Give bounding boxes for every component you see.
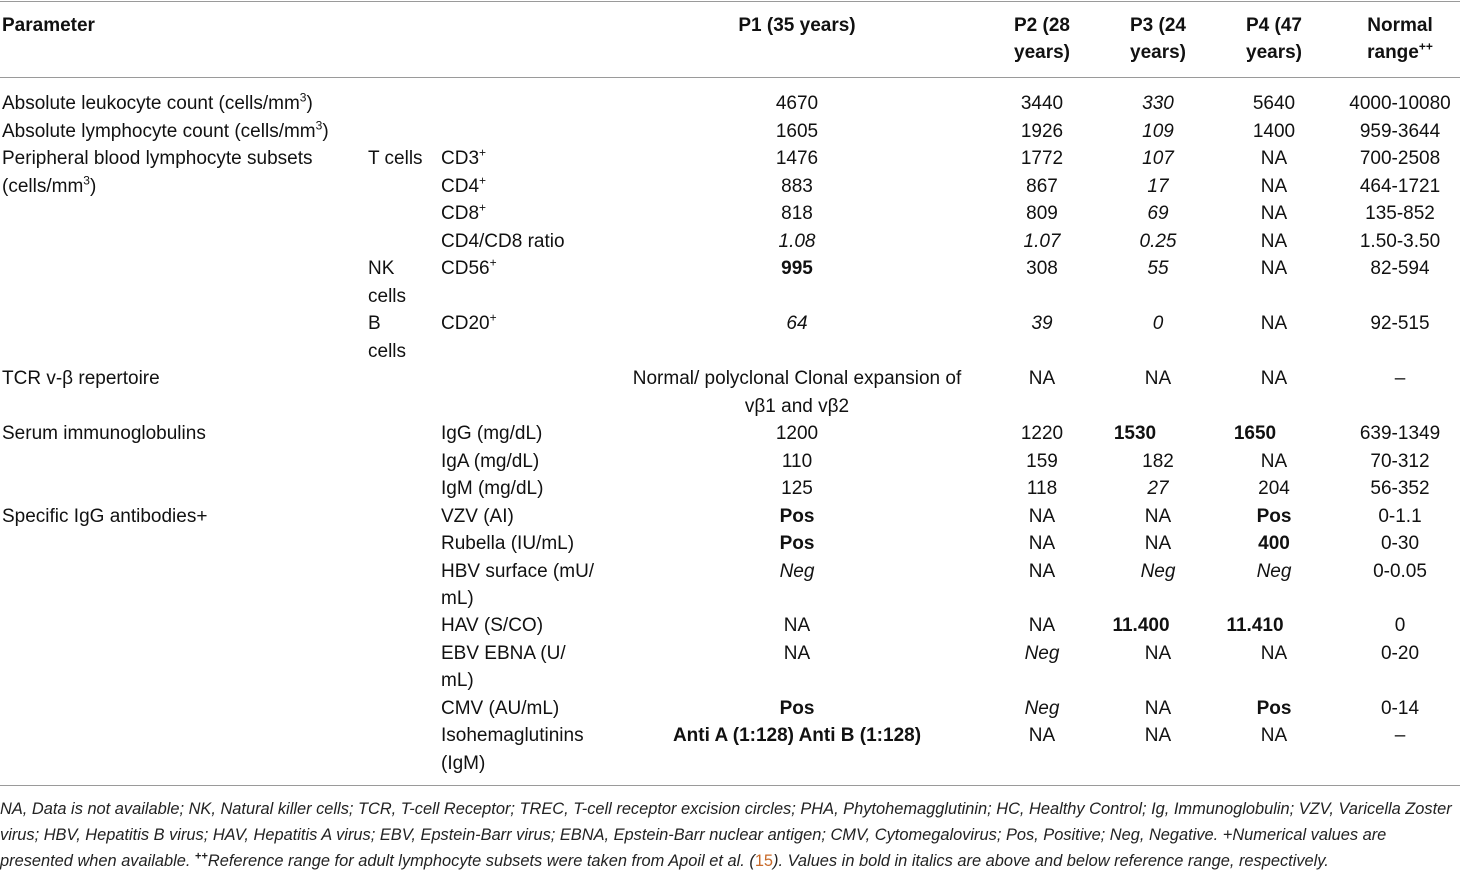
igg-p4: 1650 [1233, 423, 1277, 444]
bcells-group: B cells [368, 313, 407, 362]
hav-p1: NA [783, 615, 811, 636]
iga-p1: 110 [781, 450, 813, 472]
cd8-p4: NA [1260, 203, 1288, 224]
specific-igg-label: Specific IgG antibodies+ [2, 505, 208, 527]
cd3-marker: CD3+ [441, 145, 487, 169]
rubella-marker: Rubella (IU/mL) [441, 533, 575, 554]
igm-marker: IgM (mg/dL) [441, 478, 544, 499]
cd4-p3: 17 [1147, 175, 1169, 197]
vzv-p2: NA [1028, 505, 1056, 527]
cmv-p1: Pos [779, 697, 815, 719]
cd3-p1: 1476 [775, 148, 819, 169]
igm-p2: 118 [1026, 478, 1058, 499]
tcr-p3: NA [1144, 368, 1172, 389]
header-p2-line2: years) [1014, 42, 1070, 63]
footnote-reference-text: Reference range for adult lymphocyte subsets were taken from Apoil et al. ( [207, 852, 755, 870]
hav-p3: 11.400 [1112, 615, 1170, 636]
hav-p4: 11.410 [1226, 615, 1284, 636]
cd8-marker: CD8+ [441, 200, 487, 224]
cd8-p2: 809 [1026, 203, 1058, 224]
ebv-range: 0-20 [1380, 642, 1420, 664]
vzv-marker: VZV (AI) [441, 505, 514, 527]
immunoglobulins-label: Serum immunoglobulins [2, 423, 206, 444]
igg-p2: 1220 [1020, 423, 1064, 444]
cd20-p4: NA [1260, 313, 1288, 334]
cd4-p1: 883 [781, 175, 813, 197]
ratio-p3: 0.25 [1139, 230, 1177, 252]
header-p4 [1229, 12, 1319, 66]
ebv-marker: EBV EBNA (U/ mL) [441, 642, 566, 691]
hbv-range: 0-0.05 [1373, 560, 1427, 582]
igm-p3: 27 [1147, 478, 1169, 499]
cmv-p3: NA [1144, 697, 1172, 719]
lymphocyte-p2: 1926 [1020, 120, 1064, 142]
cd4-p2: 867 [1026, 175, 1058, 197]
leukocyte-label: Absolute leukocyte count $(cells/mm^3)$ [2, 90, 313, 114]
vzv-p1: Pos [779, 505, 815, 527]
rubella-p4: 400 [1258, 533, 1290, 554]
cd56-range: 82-594 [1370, 258, 1430, 279]
lymphocyte-p1: 1605 [775, 120, 819, 142]
igm-p4: 204 [1258, 478, 1290, 499]
cd56-p4: NA [1260, 258, 1288, 279]
cd20-p3: 0 [1152, 313, 1164, 334]
hbv-p4: Neg [1256, 560, 1292, 582]
cd20-marker: CD20+ [441, 310, 497, 334]
cd56-p1: 995 [781, 258, 813, 279]
iga-p3: 182 [1142, 450, 1174, 472]
cmv-p4: Pos [1256, 697, 1292, 719]
isohemaglutinins-p3: NA [1144, 725, 1172, 746]
rubella-p1: Pos [779, 533, 815, 554]
header-p3 [1113, 12, 1203, 66]
leukocyte-range: 4000-10080 [1349, 93, 1451, 114]
cd3-p2: 1772 [1020, 148, 1064, 169]
cd56-p3: 55 [1147, 258, 1169, 279]
vzv-p3: NA [1144, 505, 1172, 527]
rubella-p3: NA [1144, 533, 1172, 554]
vzv-range: 0-1.1 [1378, 505, 1422, 527]
ratio-range: 1.50-3.50 [1359, 230, 1441, 252]
lymphocyte-label: Absolute lymphocyte count $(cells/mm^3)$ [2, 118, 329, 142]
ebv-p1: NA [783, 642, 811, 664]
lymphocyte-p4: 1400 [1252, 120, 1296, 142]
isohemaglutinins-range: – [1394, 725, 1406, 746]
tcr-p4: NA [1260, 368, 1288, 389]
header-p1: P1 (35 years) [738, 15, 856, 36]
cd20-p2: 39 [1031, 313, 1053, 334]
cmv-p2: Neg [1024, 697, 1060, 719]
iga-marker: IgA (mg/dL) [441, 450, 540, 472]
header-bottom-rule [0, 77, 1460, 78]
header-normal-line1: Normal [1367, 15, 1433, 36]
iga-p2: 159 [1026, 450, 1058, 472]
header-normal-range [1340, 12, 1460, 66]
nk-group: NK cells [368, 258, 407, 307]
tcr-p1: Normal/ polyclonal Clonal expansion of vβ1 and vβ2 [632, 368, 962, 417]
header-p2-line1: P2 (28 [1014, 15, 1070, 36]
header-p3-line1: P3 (24 [1130, 15, 1186, 36]
header-normal-line2: range [1367, 42, 1419, 63]
tcr-label: TCR v-β repertoire [2, 368, 160, 389]
table-bottom-rule [0, 785, 1460, 786]
ebv-p4: NA [1260, 642, 1288, 664]
cd3-range: 700-2508 [1359, 148, 1441, 169]
header-p2 [997, 12, 1087, 66]
header-normal-sup: ++ [1418, 39, 1433, 54]
footnote-end: ). Values in bold in italics are above and below reference range, respectively. [773, 852, 1329, 870]
hav-marker: HAV (S/CO) [441, 615, 544, 636]
hbv-p2: NA [1028, 560, 1056, 582]
ratio-marker: CD4/CD8 ratio [441, 230, 565, 252]
igg-marker: IgG (mg/dL) [441, 423, 543, 444]
table-top-rule [0, 1, 1460, 2]
footnote-abbreviations: NA, Data is not available; NK, Natural killer cells; TCR, T-cell Receptor; TREC, T-cell receptor excision circles; PHA, Phytohemagglutinin; HC, Healthy Control; Ig, Immunoglobulin; VZV, Varicella Zoster virus; HBV, Hepatitis B virus; HAV, Hepatitis A virus; EBV, Epstein-Barr virus; EBNA, Epstein-Barr nuclear antigen; CMV, Cytomegalovirus; Pos, Positive; Neg, Negative. +Numerical values are presented when available. [0, 800, 1452, 870]
hav-range: 0 [1394, 615, 1406, 636]
header-p3-line2: years) [1130, 42, 1186, 63]
footnote-citation-link[interactable]: 15 [754, 852, 774, 870]
leukocyte-p2: 3440 [1020, 93, 1064, 114]
iga-range: 70-312 [1370, 450, 1430, 472]
cd4-range: 464-1721 [1359, 175, 1441, 197]
lymphocyte-range: 959-3644 [1359, 120, 1441, 142]
footnote-sup: ++ [195, 850, 208, 863]
header-p4-line2: years) [1246, 42, 1302, 63]
isohemaglutinins-marker: Isohemaglutinins (IgM) [441, 725, 584, 774]
isohemaglutinins-p2: NA [1028, 725, 1056, 746]
hbv-p1: Neg [779, 560, 815, 582]
igm-p1: 125 [781, 478, 813, 499]
cd4-marker: CD4+ [441, 173, 487, 197]
cd20-range: 92-515 [1370, 313, 1430, 334]
cd8-p3: 69 [1147, 203, 1169, 224]
rubella-p2: NA [1028, 533, 1056, 554]
ebv-p2: Neg [1024, 642, 1060, 664]
cd3-p4: NA [1260, 148, 1288, 169]
tcr-p2: NA [1028, 368, 1056, 389]
leukocyte-p4: 5640 [1252, 93, 1296, 114]
cd56-marker: CD56+ [441, 255, 497, 279]
ratio-p2: 1.07 [1023, 230, 1061, 252]
cd4-p4: NA [1260, 175, 1288, 197]
hav-p2: NA [1028, 615, 1056, 636]
hbv-marker: HBV surface (mU/ mL) [441, 560, 595, 609]
cd20-p1: 64 [786, 313, 808, 334]
cd56-p2: 308 [1026, 258, 1058, 279]
leukocyte-p3: 330 [1142, 93, 1174, 114]
iga-p4: NA [1260, 450, 1288, 472]
isohemaglutinins-p1: Anti A (1:128) Anti B (1:128) [672, 725, 922, 746]
ebv-p3: NA [1144, 642, 1172, 664]
tcells-group: T cells [368, 148, 423, 169]
cmv-range: 0-14 [1380, 697, 1420, 719]
header-p4-line1: P4 (47 [1246, 15, 1302, 36]
hbv-p3: Neg [1140, 560, 1176, 582]
subsets-label: Peripheral blood lymphocyte subsets $(cells/mm^3)$ [2, 148, 313, 197]
tcr-range: – [1394, 368, 1406, 389]
cmv-marker: CMV (AU/mL) [441, 697, 560, 719]
cd3-p3: 107 [1142, 148, 1174, 169]
ratio-p4: NA [1260, 230, 1288, 252]
igg-p3: 1530 [1113, 423, 1157, 444]
header-parameter: Parameter [2, 15, 95, 36]
vzv-p4: Pos [1256, 505, 1292, 527]
lymphocyte-p3: 109 [1142, 120, 1174, 142]
cd8-range: 135-852 [1365, 203, 1435, 224]
igg-p1: 1200 [775, 423, 819, 444]
ratio-p1: 1.08 [778, 230, 816, 252]
cd8-p1: 818 [781, 203, 813, 224]
table-footnote [0, 796, 1460, 874]
igm-range: 56-352 [1370, 478, 1430, 499]
isohemaglutinins-p4: NA [1260, 725, 1288, 746]
leukocyte-p1: 4670 [775, 93, 819, 114]
igg-range: 639-1349 [1359, 423, 1441, 444]
rubella-range: 0-30 [1380, 533, 1420, 554]
